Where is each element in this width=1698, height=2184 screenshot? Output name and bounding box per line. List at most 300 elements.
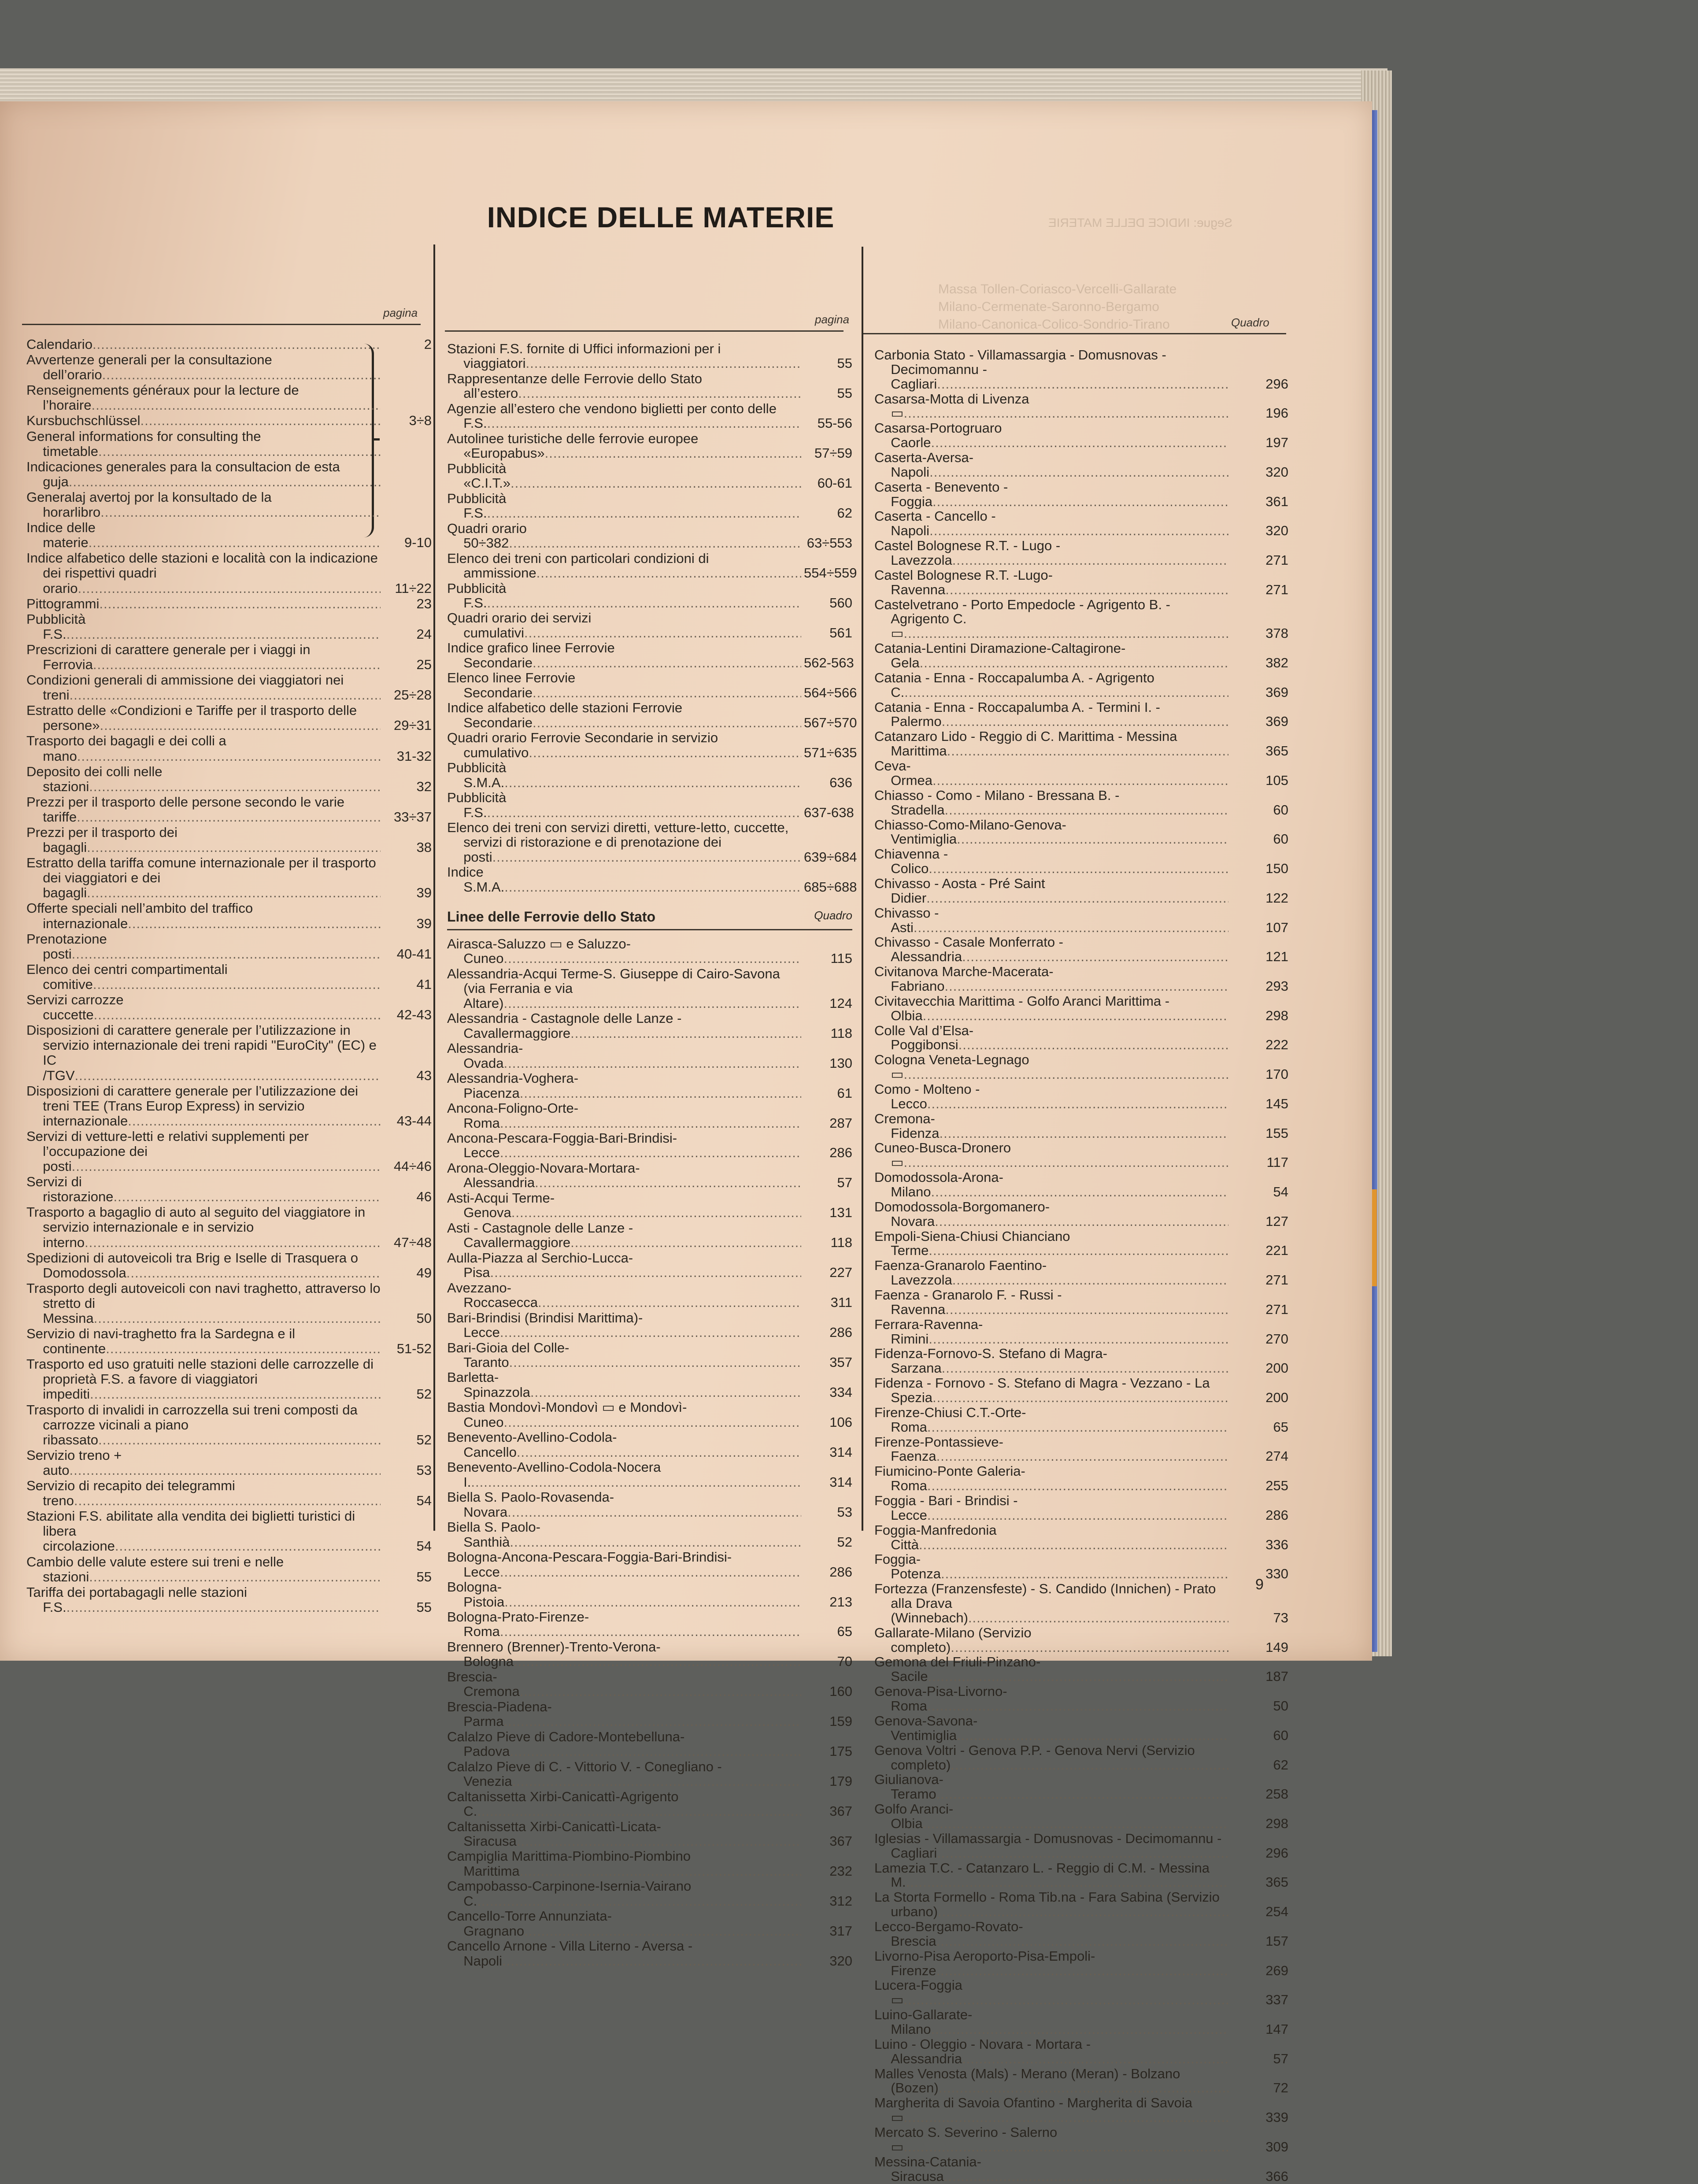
entry-page: 32 <box>416 778 432 794</box>
index-entry <box>447 521 852 551</box>
entry-page: 53 <box>416 1462 432 1478</box>
entry-page: 44÷46 <box>394 1159 432 1174</box>
entry-title: Autolinee turistiche delle ferrovie europee «Europabus» ..... <box>447 431 801 461</box>
entry-page: 232 <box>829 1863 852 1879</box>
index-entry <box>874 671 1288 700</box>
entry-page: 55 <box>416 1599 432 1615</box>
entry-page: 65 <box>837 1624 852 1640</box>
entry-page: 43-44 <box>396 1113 432 1129</box>
entry-title: Cologna Veneta-Legnago ▭ ..... <box>874 1053 1228 1082</box>
entry-title: Cremona-Fidenza ..... <box>874 1112 1228 1141</box>
index-entry <box>26 1509 432 1554</box>
entry-page: 130 <box>829 1055 852 1071</box>
index-entry <box>447 1251 852 1280</box>
index-entry <box>447 551 857 581</box>
entry-page: 320 <box>829 1953 852 1969</box>
index-entry <box>447 1071 852 1100</box>
entry-title: Avvertenze generali per la consultazione dell’orario ..... <box>26 352 381 382</box>
index-entry <box>26 337 432 352</box>
entry-title: Rappresentanze delle Ferrovie dello Stato all’estero ..... <box>447 371 801 401</box>
entry-title: Cancello-Torre Annunziata-Gragnano ..... <box>447 1909 801 1938</box>
index-entry <box>447 1161 852 1190</box>
entry-page: 53 <box>837 1504 852 1520</box>
entry-page: 357 <box>829 1355 852 1370</box>
entry-page: 38 <box>416 840 432 855</box>
entry-page: 57÷59 <box>814 445 852 461</box>
entry-title: La Storta Formello - Roma Tib.na - Fara Sabina (Servizio urbano) ..... <box>874 1890 1228 1919</box>
entry-title: Firenze-Pontassieve-Faenza ..... <box>874 1435 1228 1464</box>
index-entry <box>26 1403 432 1447</box>
index-column-2 <box>447 341 857 1969</box>
index-entry <box>26 1251 432 1281</box>
entry-title: Barletta-Spinazzola ..... <box>447 1370 801 1399</box>
entry-title: Trasporto ed uso gratuiti nelle stazioni delle carrozzelle di proprietà F.S. a favore di viaggiatori impediti ..... <box>26 1357 381 1402</box>
entry-title: Lamezia T.C. - Catanzaro L. - Reggio di C.M. - Messina M. ..... <box>874 1861 1228 1890</box>
entry-title: Giulianova-Teramo ..... <box>874 1773 1228 1802</box>
index-entry <box>874 2125 1288 2154</box>
index-entry <box>447 1819 852 1849</box>
entry-title: Chivasso - Aosta - Pré Saint Didier ..... <box>874 877 1228 906</box>
entry-page: 118 <box>830 1235 852 1251</box>
index-entry <box>447 1879 852 1908</box>
entry-title: Calalzo Pieve di C. - Vittorio V. - Conegliano - Venezia ..... <box>447 1759 801 1789</box>
column-divider <box>862 247 863 1531</box>
index-entry <box>26 703 432 733</box>
entry-title: Casarsa-Portogruaro Caorle ..... <box>874 421 1228 450</box>
index-entry <box>874 818 1288 847</box>
entry-page: 107 <box>1265 919 1288 935</box>
entry-title: Catania-Lentini Diramazione-Caltagirone-Gela ..... <box>874 641 1228 670</box>
index-entry <box>447 1640 852 1669</box>
index-entry <box>874 1406 1288 1435</box>
entry-title: Civitavecchia Marittima - Golfo Aranci Marittima - Olbia ..... <box>874 994 1228 1023</box>
index-entry <box>26 1357 432 1402</box>
entry-title: Bologna-Ancona-Pescara-Foggia-Bari-Brindisi-Lecce ..... <box>447 1550 801 1579</box>
index-column-3 <box>874 348 1288 2184</box>
entry-title: Genova Voltri - Genova P.P. - Genova Nervi (Servizio completo) ..... <box>874 1743 1228 1773</box>
entry-title: Benevento-Avellino-Codola-Nocera I. ..... <box>447 1460 801 1489</box>
entry-title: Elenco dei treni con particolari condizioni di ammissione ..... <box>447 551 801 581</box>
entry-page: 57 <box>837 1175 852 1191</box>
entry-page: 54 <box>416 1493 432 1509</box>
entry-page: 150 <box>1265 861 1288 877</box>
index-entry <box>874 1684 1288 1714</box>
index-entry <box>874 1832 1288 1861</box>
entry-title: Caserta-Aversa-Napoli ..... <box>874 451 1228 480</box>
entry-page: 47÷48 <box>394 1234 432 1250</box>
entry-title: Servizio treno + auto ..... <box>26 1448 381 1478</box>
entry-page: 122 <box>1265 890 1288 906</box>
entry-page: 23 <box>416 596 432 611</box>
entry-title: Chiasso - Como - Milano - Bressana B. - Stradella ..... <box>874 788 1228 818</box>
entry-page: 52 <box>837 1534 852 1550</box>
entry-title: Castelvetrano - Porto Empedocle - Agrigento B. - Agrigento C. ▭ ..... <box>874 598 1228 641</box>
entry-title: Foggia-Manfredonia Città ..... <box>874 1523 1228 1552</box>
col3-header: Quadro <box>1231 316 1269 329</box>
index-entry <box>874 539 1288 568</box>
entry-title: Livorno-Pisa Aeroporto-Pisa-Empoli-Firenze ..... <box>874 1949 1228 1978</box>
index-entry <box>447 700 857 730</box>
entry-title: Bologna-Pistoia ..... <box>447 1580 801 1609</box>
entry-title: Domodossola-Arona-Milano ..... <box>874 1170 1228 1199</box>
entry-page: 367 <box>829 1803 852 1819</box>
entry-page: 9-10 <box>404 535 432 551</box>
entry-title: Servizi di ristorazione ..... <box>26 1174 381 1204</box>
index-entry <box>874 759 1288 788</box>
entry-page: 29÷31 <box>394 718 432 733</box>
entry-title: Deposito dei colli nelle stazioni ..... <box>26 764 381 794</box>
entry-title: Avezzano-Roccasecca ..... <box>447 1281 801 1310</box>
entry-page: 311 <box>830 1295 852 1310</box>
index-entry <box>447 1610 852 1639</box>
entry-page: 65 <box>1273 1419 1288 1435</box>
index-entry <box>874 877 1288 906</box>
entry-page: 51-52 <box>396 1341 432 1357</box>
entry-title: Iglesias - Villamassargia - Domusnovas - Decimomannu - Cagliari ..... <box>874 1832 1228 1861</box>
index-entry <box>874 1523 1288 1552</box>
index-entry <box>874 1318 1288 1347</box>
entry-title: Renseignements généraux pour la lecture de l’horaire ..... <box>26 383 381 413</box>
index-entry <box>874 1582 1288 1625</box>
entry-title: Agenzie all’estero che vendono biglietti per conto delle F.S. ..... <box>447 401 801 431</box>
bleed-through-line: Massa Tollen-Coriasco-Vercelli-Gallarate <box>938 282 1177 296</box>
entry-title: Disposizioni di carattere generale per l’utilizzazione dei treni TEE (Trans Europ Express) in servizio internazionale ..... <box>26 1084 381 1129</box>
bleed-through-line: Milano-Canonica-Colico-Sondrio-Tirano <box>938 317 1170 332</box>
entry-title: Arona-Oleggio-Novara-Mortara-Alessandria ..... <box>447 1161 801 1190</box>
entry-title: Catanzaro Lido - Reggio di C. Marittima - Messina Marittima ..... <box>874 729 1228 759</box>
index-entry <box>447 1310 852 1340</box>
index-entry <box>447 1849 852 1878</box>
entry-title: Ancona-Pescara-Foggia-Bari-Brindisi-Lecce ..... <box>447 1131 801 1160</box>
index-entry <box>26 352 432 382</box>
index-entry <box>447 341 852 371</box>
index-entry <box>26 429 432 459</box>
entry-page: 25 <box>416 656 432 672</box>
entry-title: Indicaciones generales para la consultacion de esta guja ..... <box>26 459 381 489</box>
index-entry <box>874 2155 1288 2184</box>
entry-page: 70 <box>837 1654 852 1669</box>
entry-title: Prescrizioni di carattere generale per i viaggi in Ferrovia ..... <box>26 642 381 672</box>
entry-title: Golfo Aranci-Olbia ..... <box>874 1802 1228 1831</box>
entry-page: 271 <box>1265 552 1288 568</box>
header-rule <box>445 330 843 332</box>
entry-title: Ceva-Ormea ..... <box>874 759 1228 788</box>
entry-page: 564÷566 <box>804 685 857 700</box>
entry-page: 227 <box>829 1265 852 1281</box>
entry-page: 50 <box>416 1310 432 1326</box>
entry-title: Messina-Catania-Siracusa ..... <box>874 2155 1228 2184</box>
entry-page: 157 <box>1265 1933 1288 1949</box>
entry-page: 55-56 <box>817 415 852 431</box>
entry-title: Fidenza-Fornovo-S. Stefano di Magra-Sarzana ..... <box>874 1347 1228 1376</box>
entry-title: Firenze-Chiusi C.T.-Orte-Roma ..... <box>874 1406 1228 1435</box>
index-entry <box>874 1170 1288 1199</box>
page-title: INDICE DELLE MATERIE <box>487 201 835 233</box>
entry-title: Spedizioni di autoveicoli tra Brig e Iselle di Trasquera o Domodossola ..... <box>26 1251 381 1281</box>
index-entry <box>874 1053 1288 1082</box>
entry-title: Empoli-Siena-Chiusi Chianciano Terme ..... <box>874 1229 1228 1259</box>
index-entry <box>874 568 1288 597</box>
entry-page: 46 <box>416 1189 432 1205</box>
entry-title: Offerte speciali nell’ambito del traffico internazionale ..... <box>26 901 381 931</box>
entry-page: 118 <box>830 1025 852 1041</box>
entry-page: 124 <box>829 995 852 1011</box>
index-entry <box>874 509 1288 538</box>
col2-header: pagina <box>815 313 850 326</box>
index-entry <box>26 1585 432 1615</box>
index-entry <box>447 581 852 611</box>
entry-title: Foggia - Bari - Brindisi - Lecce ..... <box>874 1494 1228 1523</box>
entry-page: 60 <box>1273 1727 1288 1743</box>
index-entry <box>447 1430 852 1459</box>
entry-page: 639÷684 <box>804 849 857 865</box>
entry-page: 213 <box>829 1594 852 1610</box>
entry-title: Condizioni generali di ammissione dei viaggiatori nei treni ..... <box>26 673 381 703</box>
index-entry <box>26 1023 432 1083</box>
entry-title: Indice alfabetico delle stazioni e località con la indicazione dei rispettivi quadri orario ..... <box>26 551 381 596</box>
index-entry <box>447 730 857 760</box>
index-entry <box>874 1141 1288 1170</box>
index-entry <box>26 1478 432 1508</box>
index-entry <box>26 1555 432 1584</box>
index-entry <box>447 611 852 640</box>
entry-title: Indice delle materie ..... <box>26 520 381 550</box>
entry-title: Chiavenna - Colico ..... <box>874 847 1228 876</box>
index-entry <box>874 1024 1288 1053</box>
index-entry <box>26 673 432 703</box>
index-entry <box>447 760 852 790</box>
entry-title: Pubblicità F.S. ..... <box>447 790 801 820</box>
index-entry <box>447 1400 852 1429</box>
entry-title: Fiumicino-Ponte Galeria-Roma ..... <box>874 1464 1228 1493</box>
entry-title: Malles Venosta (Mals) - Merano (Meran) - Bolzano (Bozen) ..... <box>874 2067 1228 2096</box>
entry-title: Cancello Arnone - Villa Literno - Aversa - Napoli ..... <box>447 1939 801 1968</box>
index-entry <box>26 1281 432 1326</box>
entry-page: 3÷8 <box>409 413 432 429</box>
index-entry <box>26 642 432 672</box>
entry-title: Catania - Enna - Roccapalumba A. - Termini I. - Palermo ..... <box>874 700 1228 729</box>
index-entry <box>26 901 432 931</box>
entry-title: Estratto della tariffa comune internazionale per il trasporto dei viaggiatori e dei bagagli ..... <box>26 855 381 900</box>
entry-title: Luino-Gallarate-Milano ..... <box>874 2008 1228 2037</box>
entry-page: 258 <box>1265 1786 1288 1802</box>
index-entry <box>874 1082 1288 1111</box>
entry-title: Stazioni F.S. abilitate alla vendita dei biglietti turistici di libera circolazione ..... <box>26 1509 381 1554</box>
index-entry <box>874 729 1288 759</box>
entry-title: Pubblicità F.S. ..... <box>447 581 801 611</box>
entry-page: 40-41 <box>396 946 432 962</box>
index-entry <box>26 459 432 489</box>
entry-page: 33÷37 <box>394 809 432 825</box>
entry-page: 320 <box>1265 523 1288 539</box>
entry-title: Elenco dei centri compartimentali comitive ..... <box>26 962 381 992</box>
entry-title: Airasca-Saluzzo ▭ e Saluzzo-Cuneo ..... <box>447 937 801 966</box>
entry-page: 367 <box>829 1833 852 1849</box>
index-entry <box>874 348 1288 392</box>
entry-title: Casarsa-Motta di Livenza ▭ ..... <box>874 392 1228 421</box>
index-entry <box>874 1949 1288 1978</box>
index-entry <box>447 670 857 700</box>
index-entry <box>874 1743 1288 1773</box>
entry-page: 637-638 <box>804 804 854 820</box>
entry-title: Bastia Mondovì-Mondovì ▭ e Mondovì-Cuneo ..... <box>447 1400 801 1429</box>
entry-title: Servizi di vetture-letti e relativi supplementi per l’occupazione dei posti ..... <box>26 1129 381 1174</box>
entry-page: 60 <box>1273 831 1288 847</box>
entry-page: 286 <box>829 1325 852 1340</box>
entry-page: 271 <box>1265 1272 1288 1288</box>
index-entry <box>874 935 1288 964</box>
entry-title: Castel Bolognese R.T. -Lugo-Ravenna ..... <box>874 568 1228 597</box>
entry-title: Faenza - Granarolo F. - Russi - Ravenna ..... <box>874 1288 1228 1317</box>
entry-page: 11÷22 <box>395 580 432 596</box>
entry-title: Catania - Enna - Roccapalumba A. - Agrigento C. ..... <box>874 671 1228 700</box>
entry-title: Indice grafico linee Ferrovie Secondarie ..... <box>447 640 801 670</box>
entry-title: Stazioni F.S. fornite di Uffici informazioni per i viaggiatori ..... <box>447 341 801 371</box>
index-entry <box>874 598 1288 641</box>
index-entry <box>874 1861 1288 1890</box>
index-entry <box>447 1669 852 1699</box>
index-entry <box>447 865 857 895</box>
entry-page: 61 <box>837 1085 852 1101</box>
entry-title: Foggia-Potenza ..... <box>874 1552 1228 1581</box>
entry-title: Mercato S. Severino - Salerno ▭ ..... <box>874 2125 1228 2154</box>
entry-title: Campobasso-Carpinone-Isernia-Vairano C. ..... <box>447 1879 801 1908</box>
entry-title: Chivasso - Asti ..... <box>874 906 1228 935</box>
index-entry <box>874 847 1288 876</box>
entry-title: Prezzi per il trasporto delle persone secondo le varie tariffe ..... <box>26 795 381 825</box>
entry-page: 73 <box>1273 1610 1288 1625</box>
entry-title: Civitanova Marche-Macerata-Fabriano ..... <box>874 965 1228 994</box>
entry-page: 175 <box>829 1743 852 1759</box>
index-entry <box>447 820 857 865</box>
entry-page: 149 <box>1265 1639 1288 1655</box>
index-entry <box>874 1714 1288 1743</box>
entry-title: Caserta - Benevento - Foggia ..... <box>874 480 1228 509</box>
entry-title: Alessandria-Acqui Terme-S. Giuseppe di Cairo-Savona (via Ferrania e via Altare) ..... <box>447 966 801 1011</box>
entry-title: Colle Val d’Elsa-Poggibonsi ..... <box>874 1024 1228 1053</box>
index-entry <box>874 1802 1288 1831</box>
entry-page: 221 <box>1265 1243 1288 1259</box>
bleed-through-header: Segue: INDICE DELLE MATERIE <box>1048 216 1233 230</box>
index-entry <box>26 1084 432 1129</box>
entry-page: 52 <box>416 1386 432 1402</box>
entry-page: 336 <box>1265 1536 1288 1552</box>
entry-title: Elenco dei treni con servizi diretti, vetture-letto, cuccette, servizi di ristorazione e di prenotazione dei posti ..... <box>447 820 801 864</box>
index-entry <box>447 401 852 431</box>
index-entry <box>874 788 1288 818</box>
entry-title: Caltanissetta Xirbi-Canicattì-Licata-Siracusa ..... <box>447 1819 801 1849</box>
entry-title: Bologna-Prato-Firenze-Roma ..... <box>447 1610 801 1639</box>
col1-header: pagina <box>383 306 418 319</box>
bleed-through-line: Milano-Cermenate-Saronno-Bergamo <box>938 300 1159 314</box>
entry-title: Gemona del Friuli-Pinzano-Sacile ..... <box>874 1655 1228 1684</box>
index-entry <box>26 1205 432 1250</box>
index-entry <box>874 421 1288 450</box>
index-entry <box>447 1550 852 1579</box>
entry-page: 55 <box>837 355 852 371</box>
entry-title: Servizio di recapito dei telegrammi treno ..... <box>26 1478 381 1508</box>
entry-page: 179 <box>829 1773 852 1789</box>
entry-title: Caltanissetta Xirbi-Canicattì-Agrigento C. ..... <box>447 1789 801 1819</box>
index-entry <box>447 1221 852 1250</box>
entry-title: Margherita di Savoia Ofantino - Margherita di Savoia ▭ ..... <box>874 2096 1228 2125</box>
entry-page: 270 <box>1265 1331 1288 1347</box>
entry-title: Luino - Oleggio - Novara - Mortara - Alessandria ..... <box>874 2037 1228 2066</box>
index-entry <box>447 1460 852 1489</box>
entry-title: Gallarate-Milano (Servizio completo) ..... <box>874 1626 1228 1655</box>
entry-page: 314 <box>829 1444 852 1460</box>
entry-title: Indice S.M.A. ..... <box>447 865 801 894</box>
section-header <box>447 909 852 930</box>
entry-title: Genova-Pisa-Livorno-Roma ..... <box>874 1684 1228 1714</box>
index-entry <box>874 2096 1288 2125</box>
index-entry <box>26 764 432 794</box>
entry-title: Servizio di navi-traghetto fra la Sardegna e il continente ..... <box>26 1326 381 1356</box>
index-entry <box>874 1259 1288 1288</box>
entry-page: 127 <box>1265 1213 1288 1229</box>
entry-title: Domodossola-Borgomanero-Novara ..... <box>874 1200 1228 1229</box>
entry-page: 369 <box>1265 714 1288 729</box>
index-entry <box>874 2037 1288 2066</box>
entry-title: Brescia-Cremona ..... <box>447 1669 801 1699</box>
index-entry <box>447 1580 852 1609</box>
entry-page: 339 <box>1265 2110 1288 2125</box>
entry-page: 54 <box>1273 1184 1288 1199</box>
entry-page: 334 <box>829 1384 852 1400</box>
entry-title: Aulla-Piazza al Serchio-Lucca-Pisa ..... <box>447 1251 801 1280</box>
entry-page: 222 <box>1265 1037 1288 1053</box>
entry-page: 42-43 <box>396 1007 432 1023</box>
entry-page: 314 <box>829 1474 852 1490</box>
entry-page: 2 <box>424 337 432 352</box>
index-entry <box>26 795 432 825</box>
index-entry <box>26 596 432 611</box>
entry-page: 200 <box>1265 1390 1288 1406</box>
entry-title: Prezzi per il trasporto dei bagagli ..... <box>26 825 381 855</box>
index-entry <box>447 1490 852 1519</box>
index-entry <box>874 641 1288 670</box>
index-entry <box>447 966 852 1011</box>
entry-title: Campiglia Marittima-Piombino-Piombino Marittima ..... <box>447 1849 801 1878</box>
index-entry <box>447 1759 852 1789</box>
header-rule <box>863 333 1286 334</box>
entry-page: 43 <box>416 1067 432 1083</box>
entry-title: Quadri orario dei servizi cumulativi ..... <box>447 611 801 640</box>
entry-page: 145 <box>1265 1096 1288 1111</box>
entry-title: Prenotazione posti ..... <box>26 932 381 962</box>
entry-page: 55 <box>416 1569 432 1584</box>
entry-page: 571÷635 <box>804 744 857 760</box>
entry-page: 131 <box>829 1205 852 1221</box>
index-entry <box>874 1626 1288 1655</box>
index-entry <box>447 1011 852 1040</box>
entry-title: Servizi carrozze cuccette ..... <box>26 992 381 1022</box>
entry-page: 159 <box>829 1714 852 1729</box>
entry-page: 312 <box>829 1893 852 1909</box>
entry-page: 49 <box>416 1265 432 1281</box>
entry-page: 54 <box>416 1538 432 1554</box>
entry-page: 287 <box>829 1115 852 1131</box>
entry-page: 269 <box>1265 1962 1288 1978</box>
entry-title: Pubblicità «C.I.T.» ..... <box>447 461 801 491</box>
entry-title: Faenza-Granarolo Faentino-Lavezzola ..... <box>874 1259 1228 1288</box>
entry-page: 685÷688 <box>804 879 857 895</box>
page-number: 9 <box>1255 1576 1264 1593</box>
entry-page: 365 <box>1265 743 1288 759</box>
entry-page: 115 <box>830 951 852 966</box>
column-divider <box>433 244 435 1531</box>
entry-page: 378 <box>1265 626 1288 641</box>
